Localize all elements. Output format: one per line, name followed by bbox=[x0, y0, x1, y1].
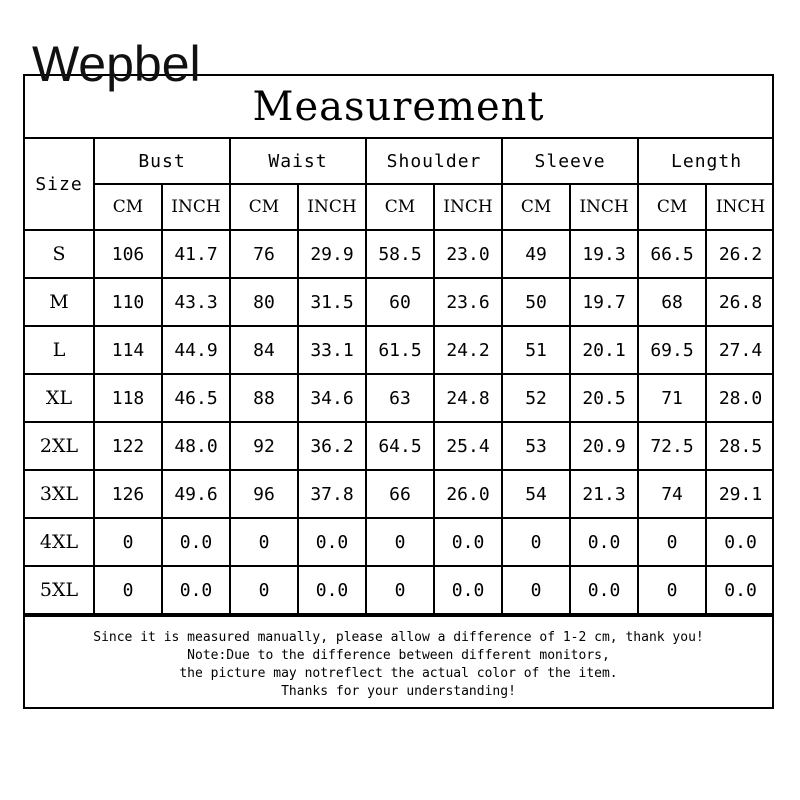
value-cell: 28.5 bbox=[706, 422, 774, 470]
table-row bbox=[25, 278, 774, 326]
value-cell: 61.5 bbox=[366, 326, 434, 374]
table-row bbox=[25, 422, 774, 470]
value-cell: 0.0 bbox=[298, 566, 366, 614]
value-cell: 96 bbox=[230, 470, 298, 518]
table-row bbox=[25, 518, 774, 566]
value-cell: 0.0 bbox=[706, 566, 774, 614]
column-header-waist: Waist bbox=[230, 139, 366, 184]
value-cell: 60 bbox=[366, 278, 434, 326]
value-cell: 0 bbox=[366, 518, 434, 566]
value-cell: 50 bbox=[502, 278, 570, 326]
note-line: Thanks for your understanding! bbox=[281, 684, 516, 699]
size-cell: L bbox=[25, 326, 94, 374]
value-cell: 24.8 bbox=[434, 374, 502, 422]
value-cell: 114 bbox=[94, 326, 162, 374]
unit-header-inch: INCH bbox=[298, 184, 366, 230]
value-cell: 0 bbox=[230, 518, 298, 566]
value-cell: 106 bbox=[94, 230, 162, 278]
column-header-sleeve: Sleeve bbox=[502, 139, 638, 184]
value-cell: 49.6 bbox=[162, 470, 230, 518]
unit-header-inch: INCH bbox=[162, 184, 230, 230]
unit-header-cm: CM bbox=[366, 184, 434, 230]
value-cell: 88 bbox=[230, 374, 298, 422]
value-cell: 41.7 bbox=[162, 230, 230, 278]
value-cell: 122 bbox=[94, 422, 162, 470]
value-cell: 66.5 bbox=[638, 230, 706, 278]
value-cell: 0.0 bbox=[570, 566, 638, 614]
value-cell: 84 bbox=[230, 326, 298, 374]
value-cell: 0.0 bbox=[162, 518, 230, 566]
value-cell: 26.8 bbox=[706, 278, 774, 326]
value-cell: 26.0 bbox=[434, 470, 502, 518]
value-cell: 0 bbox=[638, 518, 706, 566]
unit-header-inch: INCH bbox=[570, 184, 638, 230]
value-cell: 36.2 bbox=[298, 422, 366, 470]
note-line: the picture may notreflect the actual color of the item. bbox=[179, 666, 618, 681]
value-cell: 20.9 bbox=[570, 422, 638, 470]
size-cell: 4XL bbox=[25, 518, 94, 566]
value-cell: 66 bbox=[366, 470, 434, 518]
value-cell: 34.6 bbox=[298, 374, 366, 422]
table-row bbox=[25, 470, 774, 518]
value-cell: 27.4 bbox=[706, 326, 774, 374]
value-cell: 118 bbox=[94, 374, 162, 422]
value-cell: 21.3 bbox=[570, 470, 638, 518]
value-cell: 0 bbox=[94, 566, 162, 614]
value-cell: 19.7 bbox=[570, 278, 638, 326]
value-cell: 53 bbox=[502, 422, 570, 470]
value-cell: 126 bbox=[94, 470, 162, 518]
value-cell: 76 bbox=[230, 230, 298, 278]
note-line: Since it is measured manually, please allow a difference of 1-2 cm, thank you! bbox=[93, 630, 704, 645]
unit-header-inch: INCH bbox=[434, 184, 502, 230]
value-cell: 51 bbox=[502, 326, 570, 374]
size-cell: S bbox=[25, 230, 94, 278]
value-cell: 19.3 bbox=[570, 230, 638, 278]
size-cell: M bbox=[25, 278, 94, 326]
size-cell: 5XL bbox=[25, 566, 94, 614]
value-cell: 72.5 bbox=[638, 422, 706, 470]
value-cell: 0 bbox=[502, 518, 570, 566]
header-row-measurements bbox=[25, 139, 774, 184]
value-cell: 110 bbox=[94, 278, 162, 326]
unit-header-inch: INCH bbox=[706, 184, 774, 230]
value-cell: 23.0 bbox=[434, 230, 502, 278]
value-cell: 25.4 bbox=[434, 422, 502, 470]
unit-header-cm: CM bbox=[230, 184, 298, 230]
value-cell: 0.0 bbox=[570, 518, 638, 566]
unit-header-cm: CM bbox=[502, 184, 570, 230]
value-cell: 80 bbox=[230, 278, 298, 326]
value-cell: 46.5 bbox=[162, 374, 230, 422]
size-cell: 3XL bbox=[25, 470, 94, 518]
value-cell: 64.5 bbox=[366, 422, 434, 470]
value-cell: 28.0 bbox=[706, 374, 774, 422]
value-cell: 58.5 bbox=[366, 230, 434, 278]
value-cell: 33.1 bbox=[298, 326, 366, 374]
value-cell: 0.0 bbox=[162, 566, 230, 614]
size-rows bbox=[25, 230, 774, 614]
value-cell: 48.0 bbox=[162, 422, 230, 470]
value-cell: 20.5 bbox=[570, 374, 638, 422]
notes-block bbox=[25, 615, 772, 701]
value-cell: 0.0 bbox=[434, 566, 502, 614]
value-cell: 68 bbox=[638, 278, 706, 326]
column-header-shoulder: Shoulder bbox=[366, 139, 502, 184]
size-table bbox=[25, 139, 774, 615]
value-cell: 0.0 bbox=[706, 518, 774, 566]
table-row bbox=[25, 566, 774, 614]
note-line: Note:Due to the difference between different monitors, bbox=[187, 648, 610, 663]
value-cell: 0 bbox=[230, 566, 298, 614]
column-header-length: Length bbox=[638, 139, 774, 184]
value-cell: 71 bbox=[638, 374, 706, 422]
value-cell: 0 bbox=[502, 566, 570, 614]
column-header-bust: Bust bbox=[94, 139, 230, 184]
value-cell: 0 bbox=[366, 566, 434, 614]
value-cell: 44.9 bbox=[162, 326, 230, 374]
value-cell: 52 bbox=[502, 374, 570, 422]
value-cell: 43.3 bbox=[162, 278, 230, 326]
sheet-title: Measurement bbox=[25, 76, 772, 139]
value-cell: 69.5 bbox=[638, 326, 706, 374]
size-header: Size bbox=[25, 139, 94, 230]
size-cell: XL bbox=[25, 374, 94, 422]
value-cell: 0 bbox=[638, 566, 706, 614]
value-cell: 74 bbox=[638, 470, 706, 518]
value-cell: 24.2 bbox=[434, 326, 502, 374]
value-cell: 29.9 bbox=[298, 230, 366, 278]
measurement-sheet bbox=[23, 74, 774, 709]
value-cell: 54 bbox=[502, 470, 570, 518]
table-row bbox=[25, 230, 774, 278]
unit-header-cm: CM bbox=[94, 184, 162, 230]
value-cell: 26.2 bbox=[706, 230, 774, 278]
table-row bbox=[25, 326, 774, 374]
value-cell: 31.5 bbox=[298, 278, 366, 326]
value-cell: 92 bbox=[230, 422, 298, 470]
header-row-units bbox=[25, 184, 774, 230]
unit-header-cm: CM bbox=[638, 184, 706, 230]
table-row bbox=[25, 374, 774, 422]
brand-logo: Wepbel bbox=[32, 36, 201, 92]
value-cell: 0.0 bbox=[298, 518, 366, 566]
value-cell: 20.1 bbox=[570, 326, 638, 374]
value-cell: 23.6 bbox=[434, 278, 502, 326]
value-cell: 0 bbox=[94, 518, 162, 566]
size-cell: 2XL bbox=[25, 422, 94, 470]
value-cell: 63 bbox=[366, 374, 434, 422]
value-cell: 0.0 bbox=[434, 518, 502, 566]
value-cell: 29.1 bbox=[706, 470, 774, 518]
value-cell: 37.8 bbox=[298, 470, 366, 518]
value-cell: 49 bbox=[502, 230, 570, 278]
